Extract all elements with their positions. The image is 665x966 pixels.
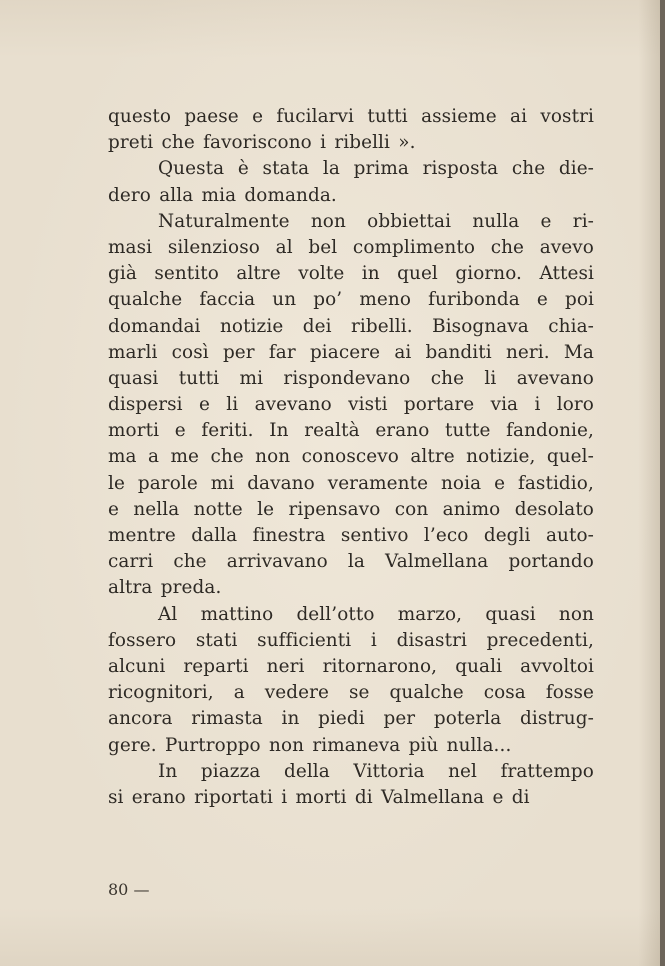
word: della xyxy=(283,760,330,782)
word: noia xyxy=(440,472,482,494)
text-line xyxy=(108,471,594,497)
word: ripensavo xyxy=(288,498,381,520)
word: altre xyxy=(410,446,455,468)
text-line xyxy=(108,340,594,366)
word: marli xyxy=(108,341,158,363)
body-text xyxy=(108,104,594,811)
word: feriti. xyxy=(201,420,254,442)
word: gere. xyxy=(108,734,157,756)
word: morti xyxy=(295,786,347,808)
word: ribelli xyxy=(334,132,391,154)
word: portare xyxy=(403,394,475,416)
word: erano xyxy=(375,420,430,442)
word: questo xyxy=(108,106,172,127)
word: avevano xyxy=(516,367,594,389)
word: ribelli. xyxy=(351,315,413,337)
text-line xyxy=(108,706,594,732)
word: die- xyxy=(558,158,594,180)
word: Naturalmente xyxy=(158,210,290,232)
word: animo xyxy=(442,498,501,520)
text-line xyxy=(108,261,594,287)
word: ai xyxy=(510,106,528,127)
word: e xyxy=(174,420,186,442)
word: furibonda xyxy=(428,289,520,311)
text-line xyxy=(108,444,594,470)
word: quasi xyxy=(485,603,536,625)
word: arrivavano xyxy=(226,551,328,573)
word: Valmellana xyxy=(380,786,485,808)
word: i xyxy=(320,132,327,154)
word: che xyxy=(430,367,465,389)
word: auto- xyxy=(545,525,594,546)
word: quasi xyxy=(108,367,159,389)
word: è xyxy=(237,158,249,180)
word: mentre xyxy=(108,525,176,546)
word: e xyxy=(536,289,548,311)
word: frattempo xyxy=(500,760,594,782)
word: vedere xyxy=(264,682,329,704)
word: piedi xyxy=(318,708,365,730)
word: vostri xyxy=(540,106,594,127)
word: avvoltoi xyxy=(520,655,594,677)
word: e xyxy=(108,498,119,520)
word: piacere xyxy=(309,341,381,363)
word: tutti xyxy=(178,367,220,389)
word: preti xyxy=(108,132,154,154)
word: non xyxy=(269,734,305,756)
text-line xyxy=(108,680,594,706)
text-line xyxy=(108,287,594,313)
word: le xyxy=(108,472,125,494)
word: avevo xyxy=(539,236,594,258)
word: mia xyxy=(201,184,237,206)
word: fandonie, xyxy=(506,420,594,442)
word: Attesi xyxy=(539,263,594,285)
word: rispondevano xyxy=(283,367,411,389)
word: Vittoria xyxy=(353,760,425,782)
word: sentivo xyxy=(340,525,409,546)
word: po’ xyxy=(313,289,343,311)
page-edge xyxy=(660,0,665,966)
word: alcuni xyxy=(108,655,166,677)
word: degli xyxy=(483,525,531,546)
word: reparti xyxy=(183,655,249,677)
text-line xyxy=(108,209,594,235)
word: altre xyxy=(236,263,281,285)
word: li xyxy=(484,367,497,389)
word: paese xyxy=(184,106,239,127)
word: erano xyxy=(131,786,186,808)
word: tutti xyxy=(367,106,408,127)
paragraph xyxy=(108,759,594,811)
word: nulla... xyxy=(446,734,512,756)
word: che xyxy=(161,132,195,154)
word: masi xyxy=(108,236,153,258)
word: prima xyxy=(353,158,409,180)
word: l’eco xyxy=(423,525,469,546)
word: mattino xyxy=(200,603,274,625)
word: sentito xyxy=(154,263,219,285)
word: i xyxy=(370,629,377,651)
word: poi xyxy=(564,289,594,311)
word: domandai xyxy=(108,315,201,337)
word: realtà xyxy=(304,420,360,442)
word: di xyxy=(354,786,373,808)
word: stati xyxy=(195,629,238,651)
word: notizie xyxy=(219,315,284,337)
word: obbiettai xyxy=(367,210,452,232)
text-line xyxy=(108,497,594,523)
word: Purtroppo xyxy=(164,734,261,756)
text-line xyxy=(108,104,594,130)
word: giorno. xyxy=(455,263,523,285)
word: i xyxy=(281,786,288,808)
word: la xyxy=(347,551,365,573)
text-line xyxy=(108,549,594,575)
word: qualche xyxy=(108,289,183,311)
word: bel xyxy=(308,236,338,258)
word: altra xyxy=(108,577,153,599)
text-line xyxy=(108,733,594,759)
word: assieme xyxy=(421,106,497,127)
word: cosa xyxy=(483,682,526,704)
word: domanda. xyxy=(244,184,337,206)
word: dell’otto xyxy=(296,603,375,625)
word: non xyxy=(255,446,291,468)
word: e xyxy=(252,106,264,127)
word: rimasta xyxy=(191,708,263,730)
word: me xyxy=(170,446,200,468)
word: davano xyxy=(247,472,315,494)
word: fastidio, xyxy=(517,472,594,494)
word: dalla xyxy=(191,525,238,546)
word: parole xyxy=(137,472,198,494)
word: volte xyxy=(298,263,345,285)
word: disastri xyxy=(396,629,467,651)
word: se xyxy=(348,682,370,704)
word: rimaneva xyxy=(312,734,401,756)
text-line xyxy=(108,366,594,392)
word: nulla xyxy=(472,210,520,232)
text-line xyxy=(108,628,594,654)
word: quali xyxy=(455,655,503,677)
word: In xyxy=(158,760,178,782)
text-line xyxy=(108,759,594,785)
word: ricognitori, xyxy=(108,682,214,704)
word: più xyxy=(408,734,439,756)
word: e xyxy=(494,472,506,494)
word: ri- xyxy=(572,210,594,232)
word: si xyxy=(108,786,124,808)
word: non xyxy=(310,210,346,232)
word: via xyxy=(490,394,519,416)
word: di xyxy=(511,786,530,808)
word: neri. xyxy=(505,341,550,363)
word: meno xyxy=(359,289,411,311)
text-line xyxy=(108,418,594,444)
word: mi xyxy=(210,472,235,494)
word: ai xyxy=(394,341,412,363)
paragraph xyxy=(108,209,594,602)
word: Bisognava xyxy=(432,315,529,337)
word: fossero xyxy=(108,629,177,651)
word: veramente xyxy=(327,472,429,494)
paragraph xyxy=(108,156,594,208)
word: In xyxy=(269,420,289,442)
word: visti xyxy=(348,394,388,416)
text-line xyxy=(108,392,594,418)
word: i xyxy=(534,394,541,416)
word: poterla xyxy=(433,708,502,730)
word: mi xyxy=(239,367,264,389)
text-line xyxy=(108,785,594,811)
text-line xyxy=(108,314,594,340)
word: ma xyxy=(108,446,137,468)
word: favoriscono xyxy=(203,132,312,154)
word: così xyxy=(171,341,209,363)
word: riportati xyxy=(194,786,273,808)
word: per xyxy=(222,341,255,363)
word: avevano xyxy=(254,394,332,416)
text-line xyxy=(108,235,594,261)
word: ancora xyxy=(108,708,173,730)
word: precedenti, xyxy=(486,629,594,651)
text-line xyxy=(108,654,594,680)
word: marzo, xyxy=(397,603,463,625)
word: dero xyxy=(108,184,151,206)
word: a xyxy=(148,446,160,468)
word: le xyxy=(257,498,275,520)
word: e xyxy=(198,394,210,416)
word: Questa xyxy=(158,158,225,180)
word: loro xyxy=(556,394,594,416)
word: in xyxy=(361,263,380,285)
word: notizie, xyxy=(466,446,536,468)
word: li xyxy=(226,394,239,416)
word: e xyxy=(540,210,552,232)
word: la xyxy=(322,158,340,180)
word: morti xyxy=(108,420,160,442)
word: Al xyxy=(158,603,178,625)
word: risposta xyxy=(422,158,499,180)
word: sufficienti xyxy=(257,629,352,651)
word: già xyxy=(108,263,137,285)
text-line xyxy=(108,183,594,209)
paragraph xyxy=(108,602,594,759)
word: distrug- xyxy=(520,708,594,730)
word: in xyxy=(281,708,300,730)
word: quel- xyxy=(546,446,594,468)
word: che xyxy=(173,551,207,573)
word: che xyxy=(210,446,244,468)
word: al xyxy=(275,236,293,258)
word: conoscevo xyxy=(301,446,399,468)
word: ritornarono, xyxy=(322,655,438,677)
text-line xyxy=(108,130,594,156)
word: che xyxy=(511,158,546,180)
word: a xyxy=(233,682,245,704)
word: carri xyxy=(108,551,154,573)
text-line xyxy=(108,602,594,628)
word: chia- xyxy=(548,315,594,337)
word: faccia xyxy=(199,289,256,311)
text-line xyxy=(108,575,594,601)
word: fosse xyxy=(545,682,594,704)
word: banditi xyxy=(425,341,492,363)
text-line xyxy=(108,156,594,182)
word: preda. xyxy=(160,577,222,599)
word: stata xyxy=(262,158,310,180)
word: alla xyxy=(159,184,194,206)
word: far xyxy=(268,341,296,363)
word: dispersi xyxy=(108,394,183,416)
word: portando xyxy=(508,551,594,573)
text-line xyxy=(108,523,594,549)
word: qualche xyxy=(389,682,464,704)
word: Ma xyxy=(563,341,594,363)
word: nella xyxy=(133,498,180,520)
word: notte xyxy=(193,498,243,520)
word: un xyxy=(272,289,297,311)
word: con xyxy=(394,498,429,520)
word: nel xyxy=(448,760,478,782)
paragraph xyxy=(108,104,594,156)
word: dei xyxy=(302,315,332,337)
word: silenzioso xyxy=(167,236,260,258)
word: non xyxy=(558,603,594,625)
word: e xyxy=(492,786,504,808)
word: Valmellana xyxy=(385,551,489,573)
word: fucilarvi xyxy=(276,106,355,127)
word: desolato xyxy=(514,498,594,520)
word: quel xyxy=(397,263,438,285)
word: finestra xyxy=(252,525,326,546)
word: complimento xyxy=(352,236,475,258)
word: che xyxy=(490,236,525,258)
word: ». xyxy=(398,132,416,154)
page-number: 80 — xyxy=(108,880,150,899)
word: tutte xyxy=(445,420,491,442)
word: piazza xyxy=(200,760,261,782)
word: neri xyxy=(266,655,305,677)
word: per xyxy=(383,708,416,730)
